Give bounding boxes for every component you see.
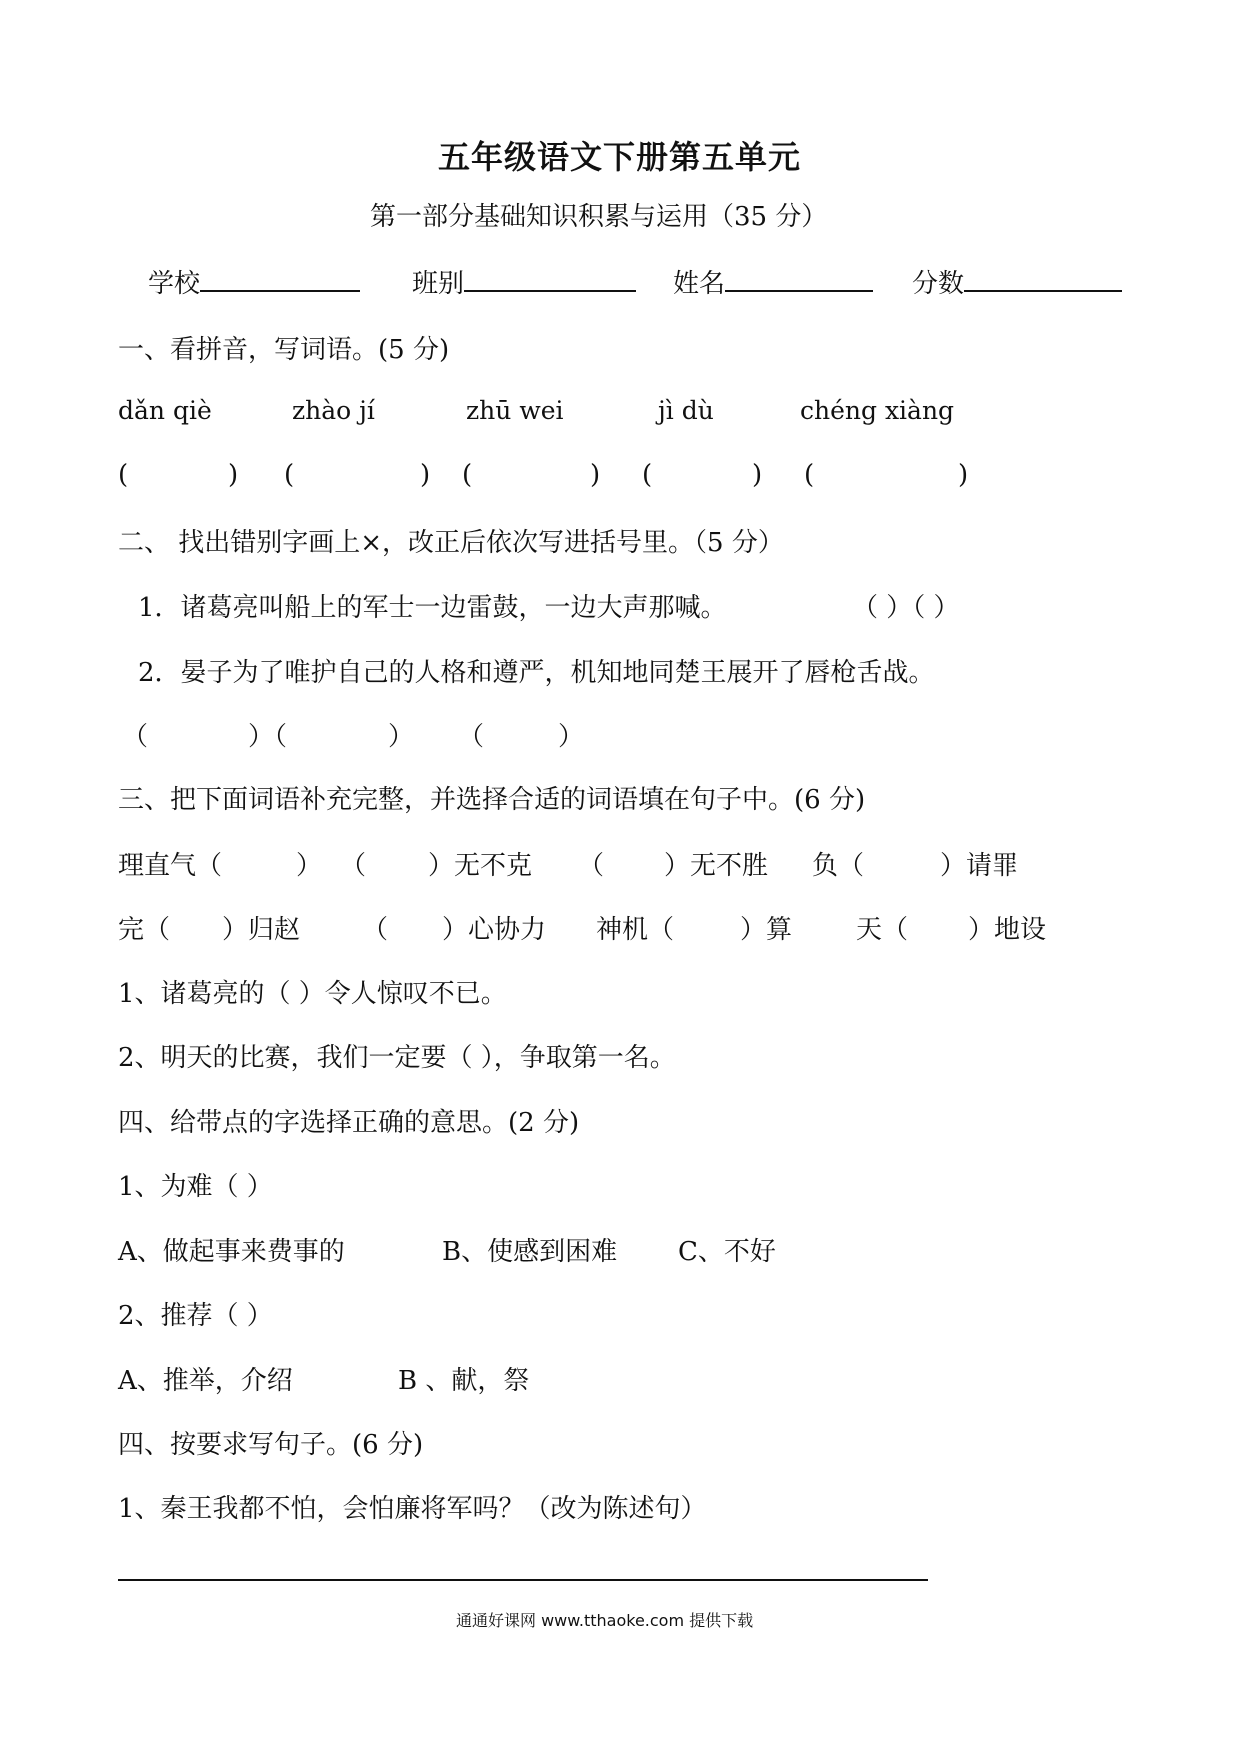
idiom-5-end: ）归赵 <box>222 915 301 945</box>
paren-open-3: ( <box>462 460 473 490</box>
section2-heading: 二、 找出错别字画上×，改正后依次写进括号里。（5 分） <box>118 528 784 558</box>
score-label: 分数 <box>912 269 965 299</box>
paren-open-2: ( <box>284 460 295 490</box>
idiom-3-start: （ <box>578 851 605 881</box>
idiom-4-end: ）请罪 <box>940 851 1019 881</box>
section4-q1: 1、为难（ ） <box>118 1172 273 1202</box>
section4-q1-option-c: C、不好 <box>678 1237 776 1267</box>
school-field <box>148 262 360 300</box>
q2-paren-close-2: ） <box>388 722 415 752</box>
page-title: 五年级语文下册第五单元 <box>438 138 802 176</box>
section3-sentence-1: 1、诸葛亮的（ ）令人惊叹不已。 <box>118 979 507 1009</box>
school-blank[interactable] <box>200 262 360 292</box>
section2-q1-parens: （ ）（ ） <box>852 593 960 623</box>
section3-sentence-2: 2、明天的比赛，我们一定要（ ），争取第一名。 <box>118 1043 676 1073</box>
section4-heading: 四、给带点的字选择正确的意思。(2 分) <box>118 1108 580 1138</box>
idiom-1-start: 理直气（ <box>118 851 223 881</box>
name-field <box>673 262 873 300</box>
q2-paren-mid-1: ）（ <box>248 722 288 752</box>
name-blank[interactable] <box>725 262 873 292</box>
page-subtitle: 第一部分基础知识积累与运用（35 分） <box>370 202 828 232</box>
idiom-6-start: （ <box>362 915 389 945</box>
section4-q1-option-a: A、做起事来费事的 <box>118 1237 345 1267</box>
section2-q2: 2．晏子为了唯护自己的人格和遵严，机知地同楚王展开了唇枪舌战。 <box>138 658 935 688</box>
idiom-7-start: 神机（ <box>596 915 675 945</box>
class-field <box>412 262 636 300</box>
section4-q2-option-a: A、推举，介绍 <box>118 1366 293 1396</box>
score-blank[interactable] <box>964 262 1122 292</box>
idiom-7-end: ）算 <box>740 915 793 945</box>
school-label: 学校 <box>148 269 201 299</box>
section4-q1-option-b: B、使感到困难 <box>442 1237 618 1267</box>
score-field <box>912 262 1122 300</box>
footer-text: 通通好课网 www.tthaoke.com 提供下载 <box>456 1611 754 1630</box>
q2-paren-open-1: （ <box>122 722 149 752</box>
idiom-4-start: 负（ <box>812 851 865 881</box>
pinyin-2: zhào jí <box>292 396 375 425</box>
idiom-3-end: ）无不胜 <box>664 851 769 881</box>
idiom-5-start: 完（ <box>118 915 171 945</box>
paren-open-5: ( <box>804 460 815 490</box>
section2-q1: 1．诸葛亮叫船上的军士一边雷鼓，一边大声那喊。 <box>138 593 727 623</box>
q2-paren-close-3: ） <box>558 722 585 752</box>
section4-q2-option-b: B 、献，祭 <box>398 1366 530 1396</box>
name-label: 姓名 <box>673 269 726 299</box>
section1-heading: 一、看拼音，写词语。(5 分) <box>118 335 450 365</box>
idiom-8-start: 天（ <box>856 915 909 945</box>
idiom-6-end: ）心协力 <box>442 915 547 945</box>
pinyin-4: jì dù <box>658 396 714 425</box>
section3-heading: 三、把下面词语补充完整，并选择合适的词语填在句子中。(6 分) <box>118 785 866 815</box>
paren-close-2: ) <box>420 460 431 490</box>
pinyin-5: chéng xiàng <box>800 396 955 425</box>
class-label: 班别 <box>412 269 465 299</box>
paren-open-1: ( <box>118 460 129 490</box>
idiom-8-end: ）地设 <box>968 915 1047 945</box>
section5-q1: 1、秦王我都不怕，会怕廉将军吗？（改为陈述句） <box>118 1494 707 1524</box>
section4-q2: 2、推荐（ ） <box>118 1301 273 1331</box>
pinyin-1: dǎn qiè <box>118 396 212 425</box>
section5-heading: 四、按要求写句子。(6 分) <box>118 1430 424 1460</box>
q2-paren-open-3: （ <box>458 722 485 752</box>
answer-line[interactable] <box>118 1579 928 1581</box>
paren-close-3: ) <box>590 460 601 490</box>
pinyin-3: zhū wei <box>466 396 564 425</box>
paren-close-1: ) <box>228 460 239 490</box>
idiom-2-start: （ <box>340 851 367 881</box>
idiom-2-end: ）无不克 <box>428 851 533 881</box>
class-blank[interactable] <box>464 262 636 292</box>
idiom-1-end: ） <box>296 851 323 881</box>
paren-close-5: ) <box>958 460 969 490</box>
paren-open-4: ( <box>642 460 653 490</box>
paren-close-4: ) <box>752 460 763 490</box>
